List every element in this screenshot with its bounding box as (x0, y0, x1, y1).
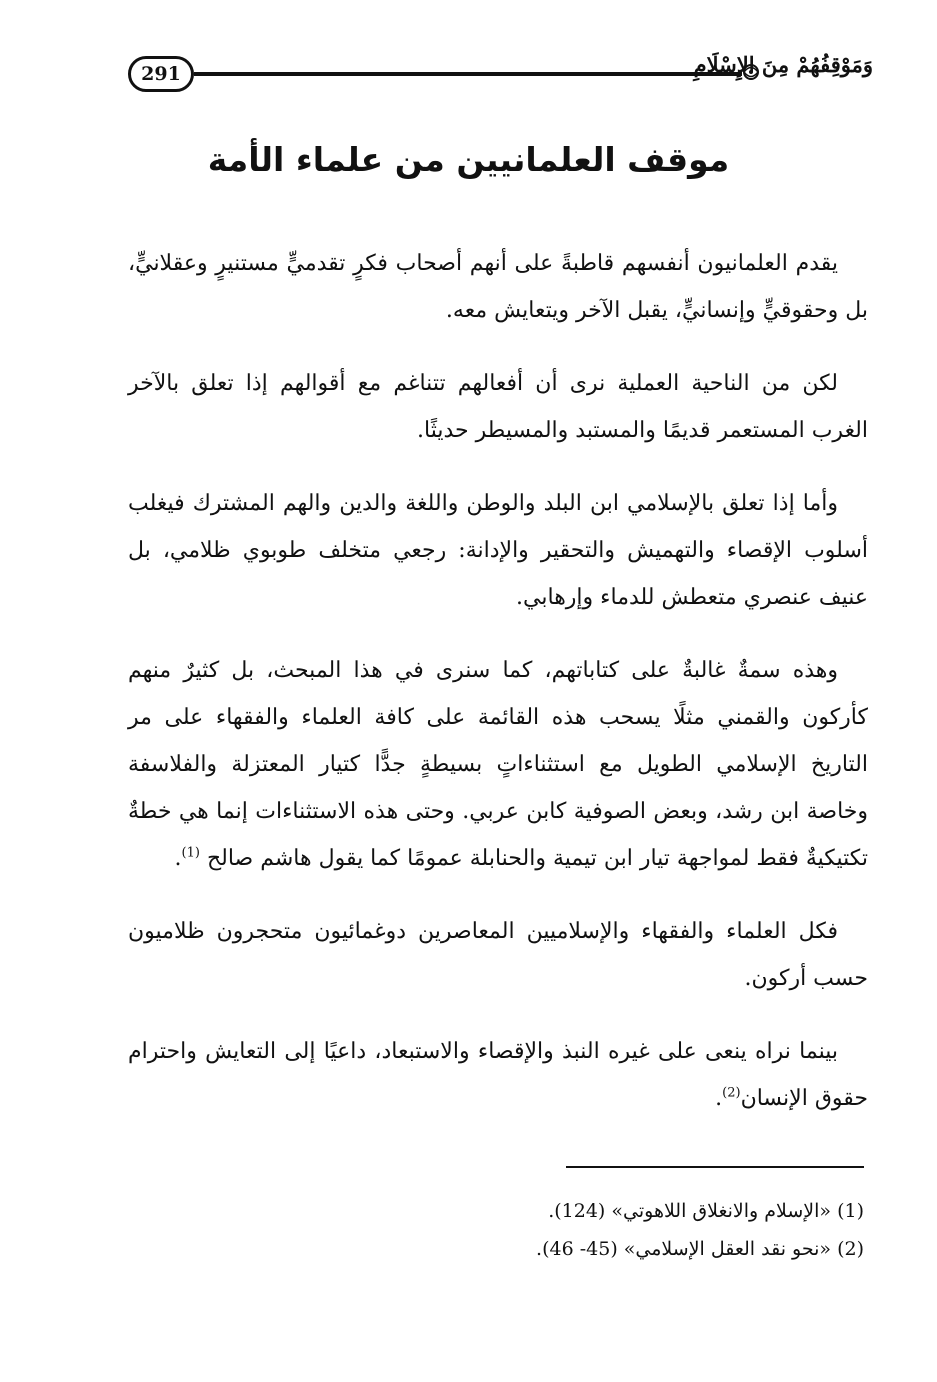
footnote-1: (1) «الإسلام والانغلاق اللاهوتي» (124). (548, 1200, 864, 1222)
footnote-separator (566, 1166, 864, 1168)
footnotes (440, 1192, 864, 1268)
footnote-ref-2: (2) (722, 1085, 741, 1101)
page-number: 291 (128, 56, 194, 92)
body-text (128, 240, 868, 1148)
chapter-title: موقف العلمانيين من علماء الأمة (207, 140, 730, 179)
paragraph-2: لكن من الناحية العملية نرى أن أفعالهم تتناغم مع أقوالهم إذا تعلق بالآخر الغرب المستعمر قديمًا والمستبد والمسيطر حديثًا. (128, 371, 868, 443)
paragraph-5: فكل العلماء والفقهاء والإسلاميين المعاصرين دوغمائيون متحجرون ظلاميون حسب أركون. (128, 919, 868, 991)
running-header (128, 52, 873, 108)
running-title: وَمَوْقِفُهُمْ مِنَ الإِسْلَامِ (693, 52, 873, 77)
footnote-2: (2) «نحو نقد العقل الإسلامي» (45- 46). (536, 1238, 864, 1260)
paragraph-3: وأما إذا تعلق بالإسلامي ابن البلد والوطن واللغة والدين والهم المشترك فيغلب أسلوب الإقصاء والتهميش والتحقير والإدانة: رجعي متخلف طوبوي ظلامي، بل عنيف عنصري متعطش للدماء وإرهابي. (128, 491, 868, 610)
header-rule (194, 72, 742, 76)
paragraph-1: يقدم العلمانيون أنفسهم قاطبةً على أنهم أصحاب فكرٍ تقدميٍّ مستنيرٍ وعقلانيٍّ، بل وحقوقيٍّ وإنسانيٍّ، يقبل الآخر ويتعايش معه. (128, 251, 868, 323)
paragraph-6: بينما نراه ينعى على غيره النبذ والإقصاء والاستبعاد، داعيًا إلى التعايش واحترام حقوق الإنسان$^{(2)}$. (128, 1039, 868, 1111)
footnote-ref-1: (1) (181, 845, 200, 861)
paragraph-4: وهذه سمةٌ غالبةٌ على كتاباتهم، كما سنرى في هذا المبحث، بل كثيرٌ منهم كأركون والقمني مثلًا يسحب هذه القائمة على كافة العلماء والفقهاء على مر التاريخ الإسلامي الطويل مع استثناءاتٍ بسيطةٍ جدًّا كتيار المعتزلة والفلاسفة وخاصة ابن رشد، وبعض الصوفية كابن عربي. وحتى هذه الاستثناءات إنما هي خطةٌ تكتيكيةٌ فقط لمواجهة تيار ابن تيمية والحنابلة عمومًا كما يقول هاشم صالح $^{(1)}$. (128, 658, 869, 871)
